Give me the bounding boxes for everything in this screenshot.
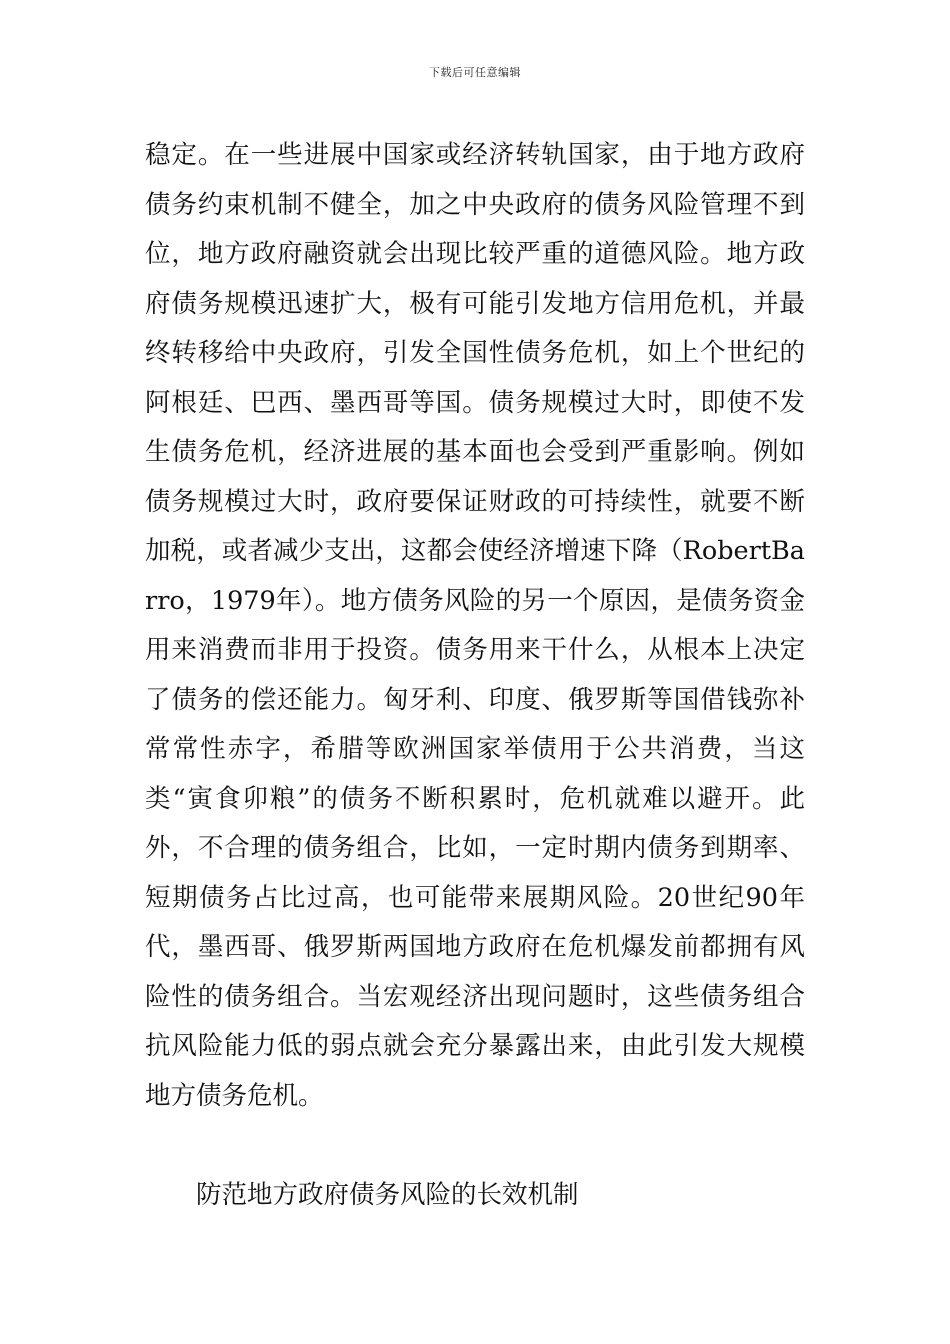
- page-header: 下载后可任意编辑: [429, 66, 521, 79]
- section-heading: 防范地方政府债务风险的长效机制: [196, 1180, 579, 1210]
- body-paragraph: 稳定。在一些进展中国家或经济转轨国家，由于地方政府债务约束机制不健全，加之中央政府的债务风险管理不到位，地方政府融资就会出现比较严重的道德风险。地方政府债务规模迅速扩大，极有可能引发地方信用危机，并最终转移给中央政府，引发全国性债务危机，如上个世纪的阿根廷、巴西、墨西哥等国。债务规模过大时，即使不发生债务危机，经济进展的基本面也会受到严重影响。例如债务规模过大时，政府要保证财政的可持续性，就要不断加税，或者减少支出，这都会使经济增速下降（RobertBarro，1979年）。地方债务风险的另一个原因，是债务资金用来消费而非用于投资。债务用来干什么，从根本上决定了债务的偿还能力。匈牙利、印度、俄罗斯等国借钱弥补常常性赤字，希腊等欧洲国家举债用于公共消费，当这类“寅食卯粮”的债务不断积累时，危机就难以避开。此外，不合理的债务组合，比如，一定时期内债务到期率、短期债务占比过高，也可能带来展期风险。20世纪90年代，墨西哥、俄罗斯两国地方政府在危机爆发前都拥有风险性的债务组合。当宏观经济出现问题时，这些债务组合抗风险能力低的弱点就会充分暴露出来，由此引发大规模地方债务危机。: [145, 140, 805, 1111]
